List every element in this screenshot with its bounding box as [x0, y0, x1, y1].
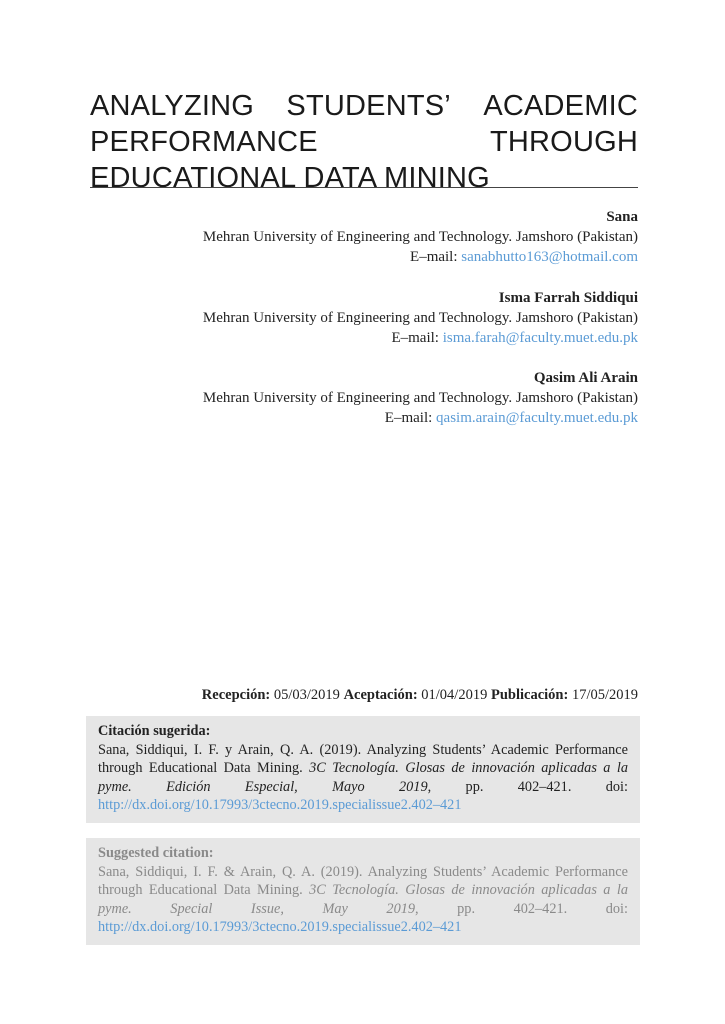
- title-word: ANALYZING: [90, 90, 255, 122]
- citation-text: Sana, Siddiqui, I. F. & Arain, Q. A. (2019). Analyzing Students’ Academic Performance through Educational Data Mining.: [98, 863, 628, 898]
- author-affiliation: Mehran University of Engineering and Technology. Jamshoro (Pakistan): [202, 390, 638, 406]
- email-label: E–mail:: [384, 410, 433, 426]
- suggested-citation-en: [86, 838, 640, 945]
- author-block-2: [90, 288, 638, 348]
- publication-label: Publicación:: [490, 687, 569, 703]
- reception-date: 05/03/2019: [273, 687, 340, 703]
- author-email-link[interactable]: isma.farah@faculty.muet.edu.pk: [442, 330, 638, 346]
- publication-dates: [90, 685, 638, 705]
- author-email-link[interactable]: qasim.arain@faculty.muet.edu.pk: [436, 410, 638, 426]
- title-line-2: [90, 124, 638, 160]
- email-label: E–mail:: [410, 249, 458, 265]
- author-email-link[interactable]: sanabhutto163@hotmail.com: [461, 249, 638, 265]
- acceptance-date: 01/04/2019: [421, 687, 488, 703]
- title-divider: [90, 187, 638, 188]
- reception-label: Recepción:: [201, 687, 271, 703]
- email-label: E–mail:: [391, 330, 439, 346]
- citation-text: Sana, Siddiqui, I. F. y Arain, Q. A. (2019). Analyzing Students’ Academic Performance through Educational Data Mining.: [98, 741, 628, 776]
- citation-doi-link[interactable]: http://dx.doi.org/10.17993/3ctecno.2019.specialissue2.402–421: [98, 919, 462, 935]
- citation-doi-link[interactable]: http://dx.doi.org/10.17993/3ctecno.2019.specialissue2.402–421: [98, 797, 462, 813]
- author-name: Qasim Ali Arain: [533, 370, 638, 386]
- title-word: STUDENTS’: [286, 90, 451, 122]
- citation-journal: 3C Tecnología. Glosas de innovación aplicadas a la pyme. Special Issue, May 2019: [98, 882, 628, 917]
- author-affiliation: Mehran University of Engineering and Technology. Jamshoro (Pakistan): [202, 310, 638, 326]
- title-word: ACADEMIC: [483, 90, 638, 122]
- title-line-1: [90, 88, 638, 124]
- citation-journal: 3C Tecnología. Glosas de innovación aplicadas a la pyme. Edición Especial, Mayo 2019: [98, 760, 628, 795]
- author-block-1: [90, 207, 638, 267]
- author-email-line: [90, 247, 638, 267]
- paper-title: [90, 88, 638, 196]
- title-word: THROUGH: [489, 126, 638, 158]
- title-word: PERFORMANCE: [90, 126, 318, 158]
- citation-heading: Suggested citation:: [98, 845, 214, 861]
- author-block-3: [90, 368, 638, 428]
- acceptance-label: Aceptación:: [343, 687, 418, 703]
- title-line-3: EDUCATIONAL DATA MINING: [90, 162, 490, 194]
- author-affiliation: Mehran University of Engineering and Technology. Jamshoro (Pakistan): [202, 229, 638, 245]
- author-name: Isma Farrah Siddiqui: [498, 290, 638, 306]
- author-name: Sana: [606, 209, 638, 225]
- author-email-line: [90, 408, 638, 428]
- publication-date: 17/05/2019: [571, 687, 638, 703]
- suggested-citation-es: [86, 716, 640, 823]
- citation-pages: , pp. 402–421. doi:: [415, 900, 628, 917]
- author-email-line: [90, 328, 638, 348]
- citation-pages: , pp. 402–421. doi:: [427, 778, 628, 795]
- citation-heading: Citación sugerida:: [98, 723, 211, 739]
